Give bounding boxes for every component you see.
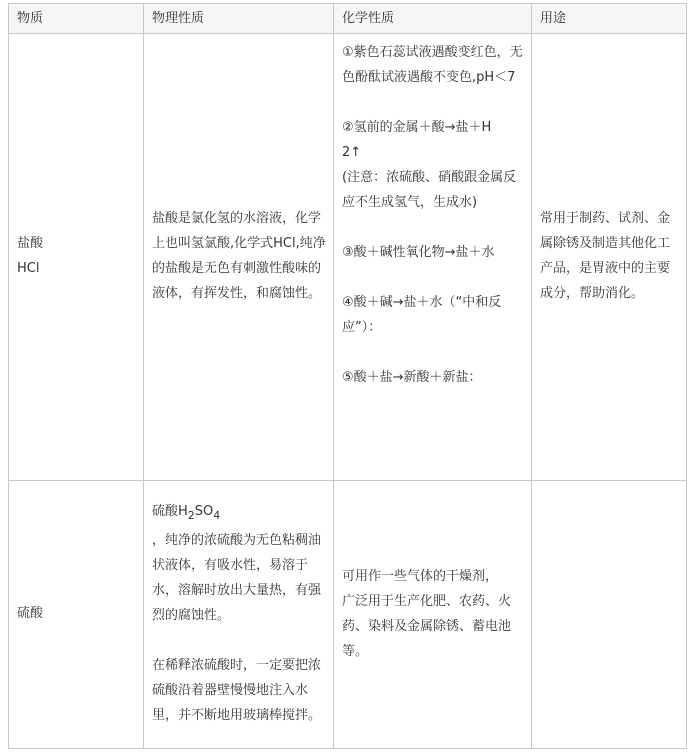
usage-text: 常用于制药、试剂、金属除锈及制造其他化工产品，是胃液中的主要成分，帮助消化。 <box>540 211 671 301</box>
cell-physical-hcl <box>144 34 334 481</box>
formula-sub-2: 4 <box>213 509 221 522</box>
substance-name: 硫酸 <box>17 606 44 621</box>
formula-mid: SO <box>194 504 214 519</box>
chemical-property-5: ⑤酸＋盐→新酸＋新盐： <box>342 370 482 385</box>
formula-sub-1: 2 <box>187 509 195 522</box>
substance-formula: HCl <box>17 261 40 276</box>
chemical-property-3: ③酸＋碱性氧化物→盐＋水 <box>342 245 495 260</box>
chemical-property-2-cont: 2↑ <box>342 145 362 160</box>
formula-prefix: 硫酸H <box>152 504 188 519</box>
table-row-hydrochloric-acid <box>9 34 687 481</box>
cell-chemical-hcl <box>334 34 532 481</box>
chemical-property-4: ④酸＋碱→盐＋水（“中和反应”）： <box>342 295 502 335</box>
chemical-property-2: ②氢前的金属＋酸→盐＋H <box>342 120 492 135</box>
table-header-row <box>9 4 687 34</box>
table-row-sulfuric-acid <box>9 481 687 749</box>
cell-chemical-h2so4 <box>334 481 532 749</box>
physical-properties-text: ，纯净的浓硫酸为无色粘稠油状液体，有吸水性，易溶于水，溶解时放出大量热，有强烈的腐蚀性。 <box>152 533 322 623</box>
acid-properties-table <box>8 3 687 749</box>
cell-usage-h2so4 <box>532 481 687 749</box>
header-physical-properties: 物理性质 <box>144 4 334 34</box>
substance-name: 盐酸 <box>17 236 44 251</box>
physical-properties-text: 盐酸是氯化氢的水溶液，化学上也叫氢氯酸,化学式HCl,纯净的盐酸是无色有刺激性酸味的液体，有挥发性，和腐蚀性。 <box>152 211 326 301</box>
header-chemical-properties: 化学性质 <box>334 4 532 34</box>
chemical-use-1: 可用作一些气体的干燥剂， <box>342 568 499 584</box>
chemical-property-note: (注意：浓硫酸、硝酸跟金属反应不生成氢气，生成水) <box>342 170 517 210</box>
cell-substance-h2so4 <box>9 481 144 749</box>
dilution-note: 在稀释浓硫酸时，一定要把浓硫酸沿着器壁慢慢地注入水里，并不断地用玻璃棒搅拌。 <box>152 658 322 723</box>
header-usage: 用途 <box>532 4 687 34</box>
cell-physical-h2so4 <box>144 481 334 749</box>
cell-usage-hcl <box>532 34 687 481</box>
cell-substance-hcl <box>9 34 144 481</box>
chemical-use-2: 广泛用于生产化肥、农药、火药、染料及金属除锈、蓄电池等。 <box>342 593 512 659</box>
header-substance: 物质 <box>9 4 144 34</box>
physical-formula <box>152 499 326 528</box>
chemical-property-1: ①紫色石蕊试液遇酸变红色，无色酚酞试液遇酸不变色,pH＜7 <box>342 45 523 85</box>
